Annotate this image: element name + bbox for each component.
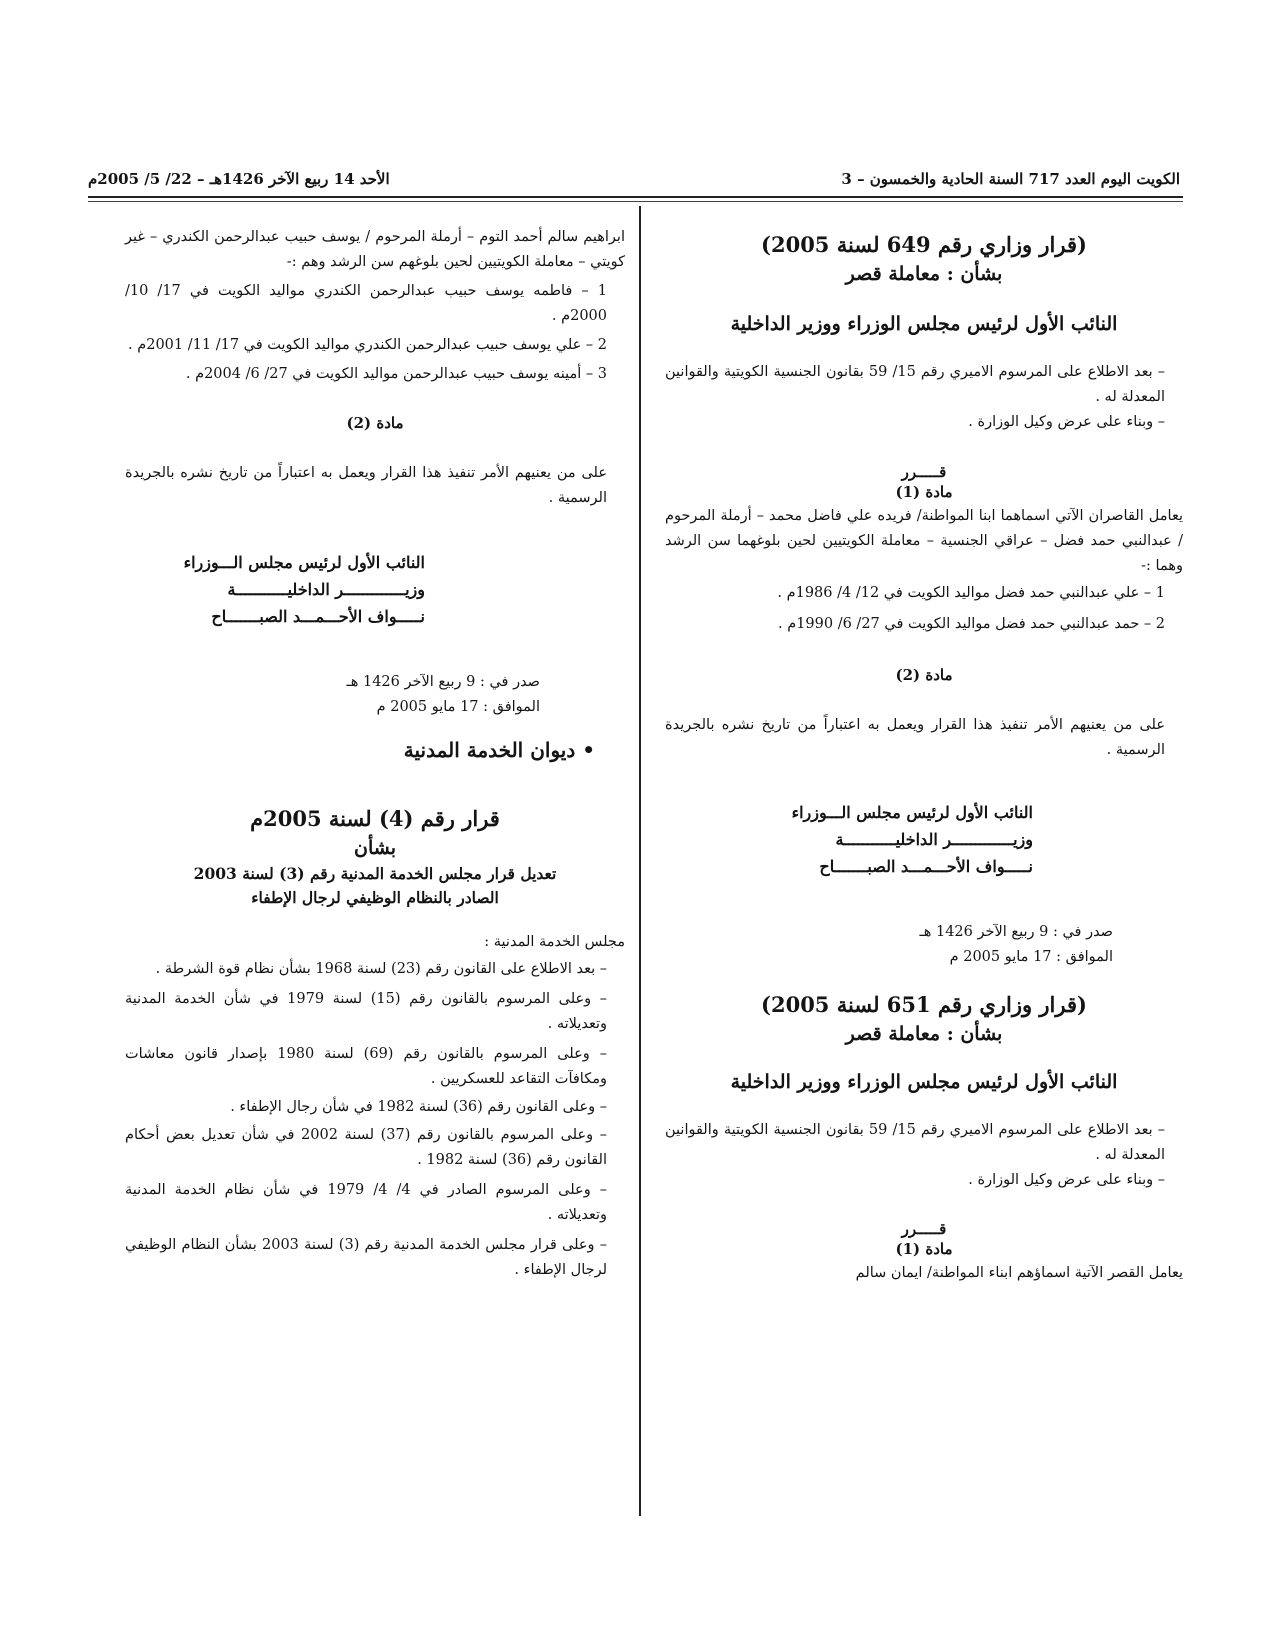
minor-1: 1 – فاطمه يوسف حبيب عبدالرحمن الكندري مواليد الكويت في 17/ 10/ 2000م . xyxy=(125,283,608,324)
decision-651-preamble-1: – بعد الاطلاع على المرسوم الاميري رقم 15/ 59 بقانون الجنسية الكويتية والقوانين المعدلة له . xyxy=(665,1122,1165,1163)
continuation-text: ابراهيم سالم أحمد التوم – أرملة المرحوم / يوسف حبيب عبدالرحمن الكندري – غير كويتي – معاملة الكويتيين لحين بلوغهم سن الرشد وهم :- xyxy=(125,229,625,270)
decision-651-issuer: النائب الأول لرئيس مجلس الوزراء ووزير الداخلية xyxy=(730,1071,1118,1093)
header-rule-thin xyxy=(88,201,1183,202)
decision-4-title: قرار رقم (4) لسنة 2005م xyxy=(250,806,500,831)
decision-4-preamble-5: – وعلى المرسوم بالقانون رقم (37) لسنة 2002 في شأن تعديل بعض أحكام القانون رقم (36) لسنة 1982 . xyxy=(125,1127,607,1168)
decision-651-article-1-title: مادة (1) xyxy=(895,1240,953,1258)
decision-649-person-2: 2 – حمد عبدالنبي حمد فضل مواليد الكويت في 27/ 6/ 1990م . xyxy=(777,616,1165,632)
decision-4-preamble-2: – وعلى المرسوم بالقانون رقم (15) لسنة 1979 في شأن الخدمة المدنية وتعديلاته . xyxy=(125,991,607,1032)
decision-649-decided: قـــــرر xyxy=(901,463,947,481)
minor-3: 3 – أمينه يوسف حبيب عبدالرحمن مواليد الكويت في 27/ 6/ 2004م . xyxy=(185,366,607,382)
decision-651-title: (قرار وزاري رقم 651 لسنة 2005) xyxy=(761,992,1087,1017)
civil-service-section-title: • ديوان الخدمة المدنية xyxy=(403,738,595,762)
minor-2: 2 – علي يوسف حبيب عبدالرحمن الكندري مواليد الكويت في 17/ 11/ 2001م . xyxy=(128,337,607,353)
gazette-date-header: الأحد 14 ربيع الآخر 1426هـ – 22/ 5/ 2005م xyxy=(88,170,390,188)
decision-4-description-2: الصادر بالنظام الوظيفي لرجال الإطفاء xyxy=(251,888,499,907)
decision-651-preamble-2: – وبناء على عرض وكيل الوزارة . xyxy=(968,1172,1165,1188)
decision-4-preamble-4: – وعلى القانون رقم (36) لسنة 1982 في شأن رجال الإطفاء . xyxy=(230,1099,607,1115)
article-2-text: على من يعنيهم الأمر تنفيذ هذا القرار ويعمل به اعتباراً من تاريخ نشره بالجريدة الرسمية . xyxy=(125,465,607,506)
decision-649-issuer: النائب الأول لرئيس مجلس الوزراء ووزير الداخلية xyxy=(730,313,1118,335)
signature-line-3: نـــــواف الأحـــمـــد الصبـــــــاح xyxy=(211,607,425,626)
decision-4-description-1: تعديل قرار مجلس الخدمة المدنية رقم (3) لسنة 2003 xyxy=(193,864,557,883)
article-2-title: مادة (2) xyxy=(346,414,404,432)
decision-649-preamble-2: – وبناء على عرض وكيل الوزارة . xyxy=(968,414,1165,430)
decision-649-title: (قرار وزاري رقم 649 لسنة 2005) xyxy=(761,232,1087,257)
decision-651-decided: قـــــرر xyxy=(901,1220,947,1238)
signature-line-3: نـــــواف الأحـــمـــد الصبـــــــاح xyxy=(819,857,1033,876)
signature-line-2: وزيـــــــــــــر الداخليـــــــــــة xyxy=(835,830,1033,849)
decision-649-article-2-title: مادة (2) xyxy=(895,666,953,684)
signature-block xyxy=(125,549,425,630)
signature-line-1: النائب الأول لرئيس مجلس الـــوزراء xyxy=(791,803,1033,822)
decision-651-subject: بشأن : معاملة قصر xyxy=(845,1023,1003,1045)
decision-649-preamble-1: – بعد الاطلاع على المرسوم الاميري رقم 15/ 59 بقانون الجنسية الكويتية والقوانين المعدلة له . xyxy=(665,364,1165,405)
header-rule xyxy=(88,196,1183,198)
decision-4-preamble-3: – وعلى المرسوم بالقانون رقم (69) لسنة 1980 بإصدار قانون معاشات ومكافآت التقاعد للعسكريين . xyxy=(125,1046,607,1087)
corresponding-date: الموافق : 17 مايو 2005 م xyxy=(376,699,540,715)
issued-date: صدر في : 9 ربيع الآخر 1426 هـ xyxy=(346,674,540,690)
decision-649-person-1: 1 – علي عبدالنبي حمد فضل مواليد الكويت في 12/ 4/ 1986م . xyxy=(777,585,1165,601)
decision-4-preamble-7: – وعلى قرار مجلس الخدمة المدنية رقم (3) لسنة 2003 بشأن النظام الوظيفي لرجال الإطفاء . xyxy=(125,1237,607,1278)
column-divider xyxy=(639,206,641,1516)
council-heading: مجلس الخدمة المدنية : xyxy=(484,934,625,950)
decision-4-preamble-1: – بعد الاطلاع على القانون رقم (23) لسنة 1968 بشأن نظام قوة الشرطة . xyxy=(155,961,607,977)
right-column xyxy=(665,215,1183,1286)
decision-4-subject: بشأن xyxy=(354,837,396,859)
decision-649-signature xyxy=(665,799,1033,880)
decision-649-corresponding-date: الموافق : 17 مايو 2005 م xyxy=(949,949,1113,965)
decision-649-article-1-title: مادة (1) xyxy=(895,483,953,501)
decision-649-article-1-text: يعامل القاصران الآتي اسماهما ابنا المواطنة/ فريده علي فاضل محمد – أرملة المرحوم / عبدالنبي حمد فضل – عراقي الجنسية – معاملة الكويتيين لحين بلوغهما سن الرشد وهما :- xyxy=(665,508,1183,574)
decision-649-issued-date: صدر في : 9 ربيع الآخر 1426 هـ xyxy=(919,924,1113,940)
decision-649-subject: بشأن : معاملة قصر xyxy=(845,263,1003,285)
gazette-issue-header: الكويت اليوم العدد 717 السنة الحادية والخمسون – 3 xyxy=(841,170,1180,188)
decision-651-article-1-text: يعامل القصر الآتية اسماؤهم ابناء المواطنة/ ايمان سالم xyxy=(855,1265,1183,1281)
decision-649-article-2-text: على من يعنيهم الأمر تنفيذ هذا القرار ويعمل به اعتباراً من تاريخ نشره بالجريدة الرسمية . xyxy=(665,717,1165,758)
signature-line-1: النائب الأول لرئيس مجلس الـــوزراء xyxy=(183,553,425,572)
signature-line-2: وزيـــــــــــــر الداخليـــــــــــة xyxy=(227,580,425,599)
left-column xyxy=(125,215,625,1283)
decision-4-preamble-6: – وعلى المرسوم الصادر في 4/ 4/ 1979 في شأن نظام الخدمة المدنية وتعديلاته . xyxy=(125,1182,607,1223)
